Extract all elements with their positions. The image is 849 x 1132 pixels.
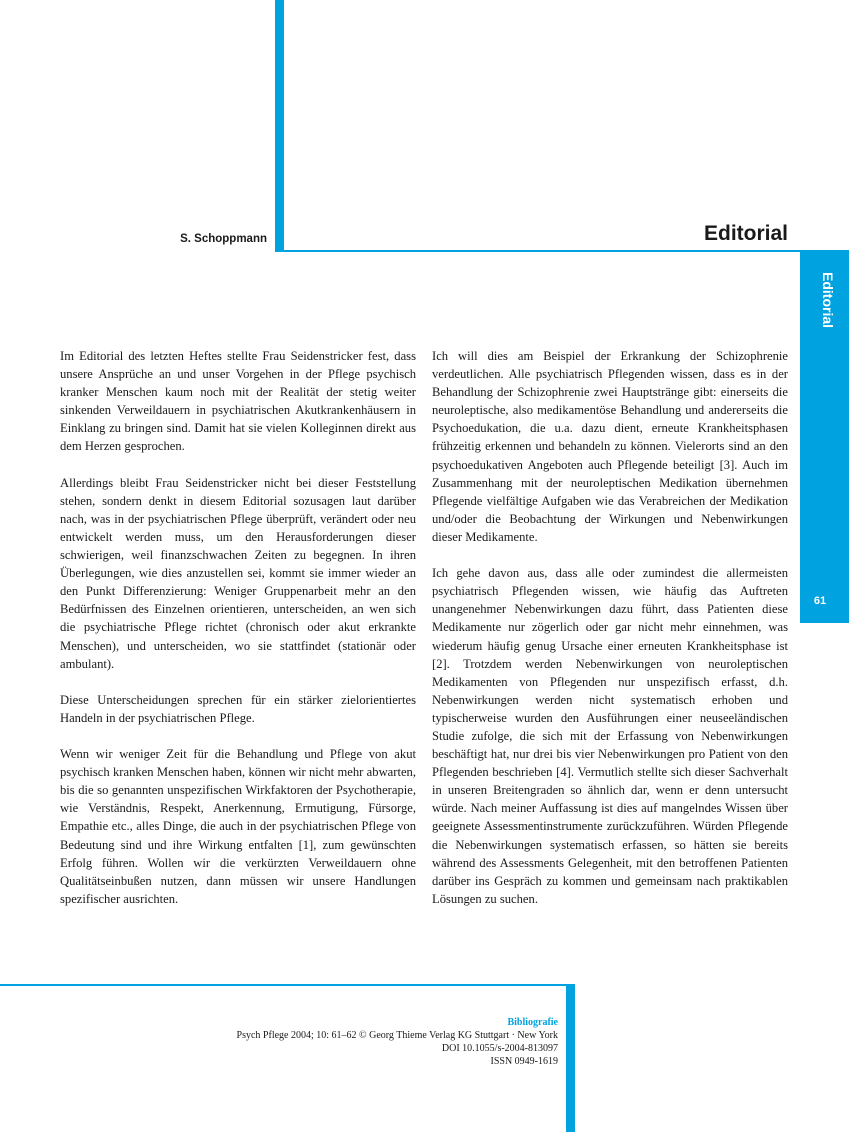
- text-column-left: [60, 347, 416, 926]
- author-name: S. Schoppmann: [180, 233, 267, 245]
- header-rule: [275, 250, 849, 252]
- top-accent-bar: [275, 0, 284, 251]
- doi: DOI 10.1055/s-2004-813097: [441, 1043, 558, 1054]
- bibliography-block: [160, 1016, 558, 1068]
- paragraph: Allerdings bleibt Frau Seidenstricker nicht bei dieser Feststellung stehen, sondern denkt in diesem Editorial sozusagen laut darüber nach, was in der psychiatrischen Pflege überprüft, verändert oder neu entwickelt werden muss, um den Herausforderungen dieser schwierigen, weil finanzschwachen Zeiten zu begegnen. In ihren Überlegungen, wie dies anzustellen sei, kommt sie immer wieder an den Punkt Differenzierung: Weniger Gruppenarbeit mehr an den Bedürfnissen des Einzelnen orientieren, unterscheiden, an wen sich die psychiatrische Pflege richtet (chronisch oder akut erkrankte Menschen), und unterscheiden, wo sie stattfindet (stationär oder ambulant).: [60, 475, 416, 671]
- page-number: 61: [813, 595, 827, 607]
- section-title: Editorial: [703, 222, 788, 245]
- paragraph: Wenn wir weniger Zeit für die Behandlung und Pflege von akut psychisch kranken Menschen haben, können wir nicht mehr abwarten, bis die so genannten unspezifischen Wirkfaktoren der Psychotherapie, wie Verständnis, Respekt, Anerkennung, Ermutigung, Fürsorge, Empathie etc., alles Dinge, die auch in der psychiatrischen Pflege von Bedeutung sind und ihre Wirkung entfalten [1], zum gewünschten Erfolg führen. Wollen wir die verkürzten Verweildauern ohne Qualitätseinbußen nutzen, dann müssen wir unsere Handlungen spezifischer ausrichten.: [60, 747, 416, 906]
- bottom-accent-bar: [566, 984, 575, 1132]
- paragraph: Ich will dies am Beispiel der Erkrankung der Schizophrenie verdeutlichen. Alle psychiatrisch Pflegenden wissen, dass es in der Behandlung der Schizophrenie zwei Hauptstränge gibt: einerseits die neuroleptische, also medikamentöse Behandlung und andererseits die Psychoedukation, die u.a. dazu dient, erneute Krankheitsphasen frühzeitig erkennen und behandeln zu können. Vielerorts sind an den psychoedukativen Angeboten auch Pflegende beteiligt [3]. Auch im Zusammenhang mit der neuroleptischen Medikation übernehmen Pflegende vielfältige Aufgaben wie das Verabreichen der Medikation und/oder die Beobachtung der Wirkungen und Nebenwirkungen dieser Medikamente.: [432, 349, 788, 544]
- side-tab-label: Editorial: [820, 272, 836, 329]
- issn: ISSN 0949-1619: [490, 1056, 558, 1067]
- text-column-right: [432, 347, 788, 926]
- paragraph: Ich gehe davon aus, dass alle oder zumindest die allermeisten psychiatrisch Pflegenden wissen, wie häufig das Auftreten unangenehmer Nebenwirkungen dazu führt, dass Patienten diese Medikamente nur zögerlich oder gar nicht mehr einnehmen, was wiederum häufig genug Ursache einer erneuten Krankheitsphase ist [2]. Trotzdem werden Nebenwirkungen von neuroleptischen Medikamenten von Pflegenden nur unspezifisch erfasst, d.h. Nebenwirkungen werden nicht systematisch erhoben und typischerweise wurden den Ausführungen einer neuseeländischen Studie zufolge, die sich mit der Erfassung von Nebenwirkungen beschäftigt hat, nur drei bis vier Nebenwirkungen pro Patient von den Pflegenden beschrieben [4]. Vermutlich stellte sich dieser Sachverhalt in unseren Breitengraden so ähnlich dar, wenn er denn untersucht würde. Nach meiner Auffassung ist dies auf mangelndes Wissen über geeignete Assessmentinstrumente zurückzuführen. Würden Pflegende die Nebenwirkungen systematisch erfassen, so hätten sie bereits während des Assessments Gelegenheit, mit den betroffenen Patienten darüber ins Gespräch zu kommen und gemeinsam nach praktikablen Lösungen zu suchen.: [432, 566, 788, 906]
- paragraph: Diese Unterscheidungen sprechen für ein stärker zielorientiertes Handeln in der psychiatrischen Pflege.: [60, 692, 416, 725]
- bibliography-label: Bibliografie: [507, 1017, 558, 1028]
- citation: Psych Pflege 2004; 10: 61–62 © Georg Thieme Verlag KG Stuttgart · New York: [236, 1030, 558, 1041]
- paragraph: Im Editorial des letzten Heftes stellte Frau Seidenstricker fest, dass unsere Ansprüche an und unser Vorgehen in der Pflege psychisch kranker Menschen kaum noch mit der Realität der stetig weiter sinkenden Verweildauern in psychiatrischen Akutkrankenhäusern in Einklang zu bringen sind. Damit hat sie vielen Kolleginnen direkt aus dem Herzen gesprochen.: [60, 349, 416, 454]
- footer-rule: [0, 984, 575, 986]
